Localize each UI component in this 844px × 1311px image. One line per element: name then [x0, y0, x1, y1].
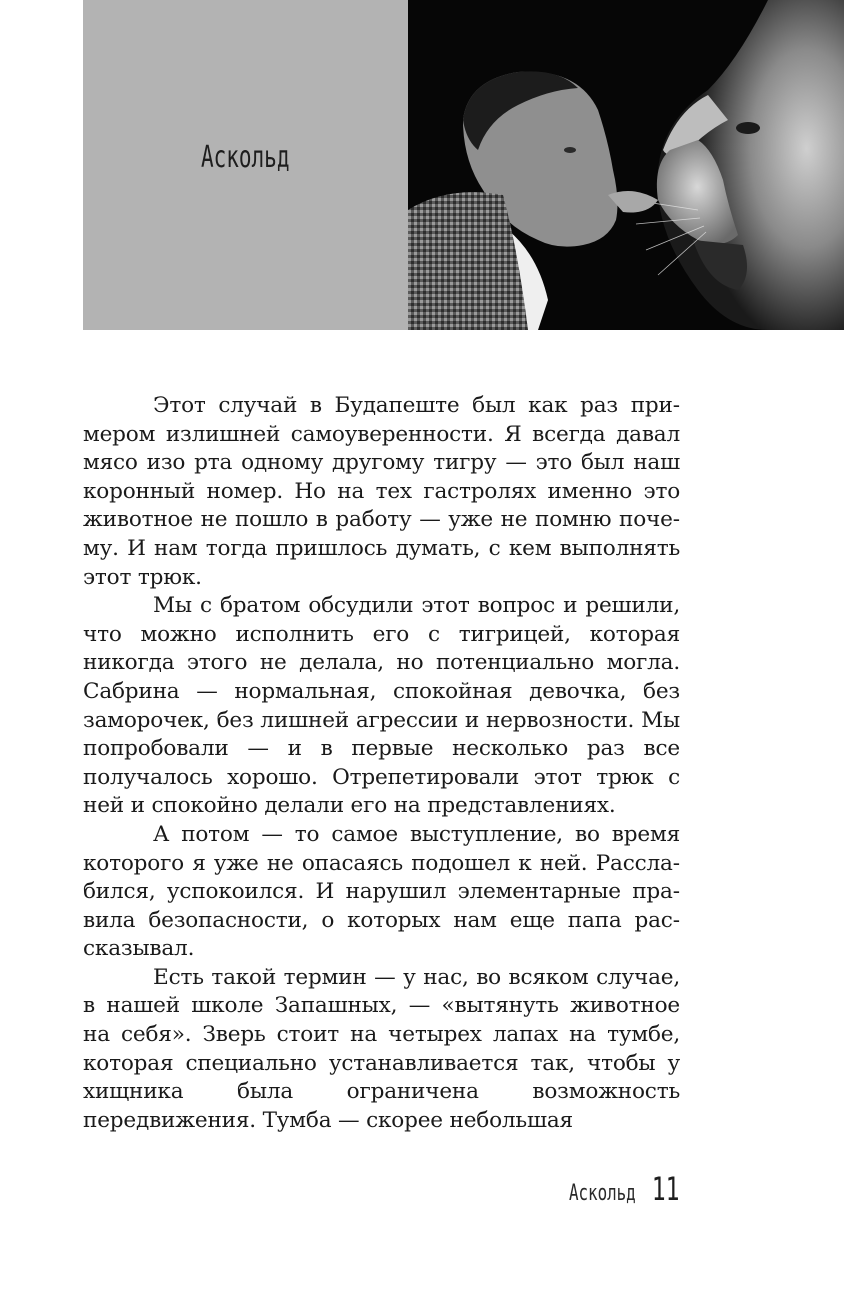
page-footer: [543, 1170, 680, 1208]
body-text: [83, 392, 680, 1135]
running-head: Аскольд: [568, 1181, 636, 1206]
chapter-header-panel: [83, 0, 408, 330]
chapter-title: Аскольд: [201, 139, 290, 175]
photo-man-kissing-lion-icon: [408, 0, 844, 330]
paragraph: Есть такой термин — у нас, во всяком случае, в нашей школе Запашных, — «вытянуть животное на себя». Зверь стоит на четырех лапах на тумбе, которая специально устанавливается так, чтобы у хищника была ограничена возможность передвижения. Тумба — скорее небольшая: [83, 964, 680, 1133]
paragraph: Этот случай в Будапеште был как раз примером излишней самоуверенности. Я всегда давал мясо изо рта одному другому тигру — это был наш коронный номер. Но на тех гастролях именно это животное не пошло в работу — уже не помню почему. И нам тогда пришлось думать, с кем выполнять этот трюк.: [83, 393, 680, 590]
page-number: 11: [652, 1170, 680, 1208]
paragraph: А потом — то самое выступление, во время которого я уже не опасаясь подошел к ней. Расслабился, успокоился. И нарушил элементарные правила безопасности, о которых нам еще папа рассказывал.: [83, 821, 680, 962]
chapter-photo: [408, 0, 844, 330]
paragraph: Мы с братом обсудили этот вопрос и решили, что можно исполнить его с тигрицей, которая никогда этого не делала, но потенциально могла. Сабрина — нормальная, спокойная девочка, без заморочек, без лишней агрессии и нервозности. Мы попробовали — и в первые несколько раз все получалось хорошо. Отрепетировали этот трюк с ней и спокойно делали его на представлениях.: [83, 593, 680, 819]
